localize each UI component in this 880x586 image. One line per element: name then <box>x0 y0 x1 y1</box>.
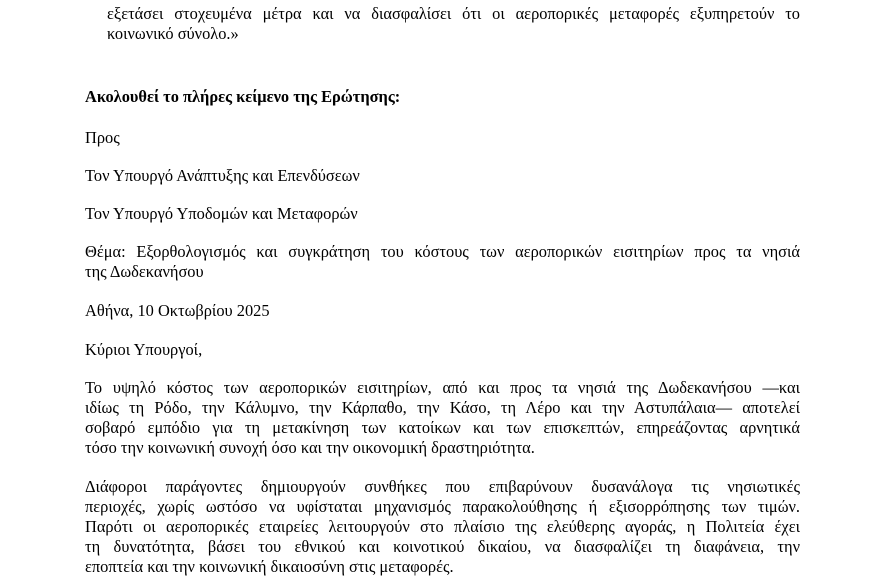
quote-line: εξετάσει στοχευμένα μέτρα και να διασφαλίσει ότι οι αεροπορικές μεταφορές εξυπηρετούν το <box>107 4 800 23</box>
recipient-line: Τον Υπουργό Υποδομών και Μεταφορών <box>85 204 358 223</box>
addressee-prefix: Προς <box>85 128 120 147</box>
quote-block <box>107 4 800 44</box>
subject-line: της Δωδεκανήσου <box>85 262 204 281</box>
subject-block <box>85 242 800 282</box>
paragraph-line: περιοχές, χωρίς ωστόσο να υφίσταται μηχανισμός παρακολούθησης ή εξισορρόπησης των τιμών. <box>85 497 800 516</box>
paragraph-line: εποπτεία και την κοινωνική δικαιοσύνη στις μεταφορές. <box>85 557 454 576</box>
paragraph-line: τόσο την κοινωνική συνοχή όσο και την οικονομική δραστηριότητα. <box>85 438 535 457</box>
paragraph <box>85 378 800 458</box>
quote-line: κοινωνικό σύνολο.» <box>107 24 239 43</box>
paragraph-line: Το υψηλό κόστος των αεροπορικών εισιτηρίων, από και προς τα νησιά της Δωδεκανήσου —και <box>85 378 800 397</box>
paragraph-line: ιδίως τη Ρόδο, την Κάλυμνο, την Κάρπαθο, την Κάσο, τη Λέρο και την Αστυπάλαια— αποτελεί <box>85 398 800 417</box>
section-heading: Ακολουθεί το πλήρες κείμενο της Ερώτησης: <box>85 87 401 106</box>
recipient-line: Τον Υπουργό Ανάπτυξης και Επενδύσεων <box>85 166 360 185</box>
paragraph-line: σοβαρό εμπόδιο για τη μετακίνηση των κατοίκων και των επισκεπτών, επηρεάζοντας αρνητικά <box>85 418 800 437</box>
paragraph-line: τη δυνατότητα, βάσει του εθνικού και κοινοτικού δικαίου, να διασφαλίζει τη διαφάνεια, την <box>85 537 800 556</box>
paragraph-line: Διάφοροι παράγοντες δημιουργούν συνθήκες που επιβαρύνουν δυσανάλογα τις νησιωτικές <box>85 477 800 496</box>
paragraph-line: Παρότι οι αεροπορικές εταιρείες λειτουργούν στο πλαίσιο της ελεύθερης αγοράς, η Πολιτεία έχει <box>85 517 800 536</box>
paragraph <box>85 477 800 577</box>
subject-line: Θέμα: Εξορθολογισμός και συγκράτηση του κόστους των αεροπορικών εισιτηρίων προς τα νησιά <box>85 242 800 261</box>
salutation: Κύριοι Υπουργοί, <box>85 340 203 359</box>
date-line: Αθήνα, 10 Οκτωβρίου 2025 <box>85 301 270 320</box>
